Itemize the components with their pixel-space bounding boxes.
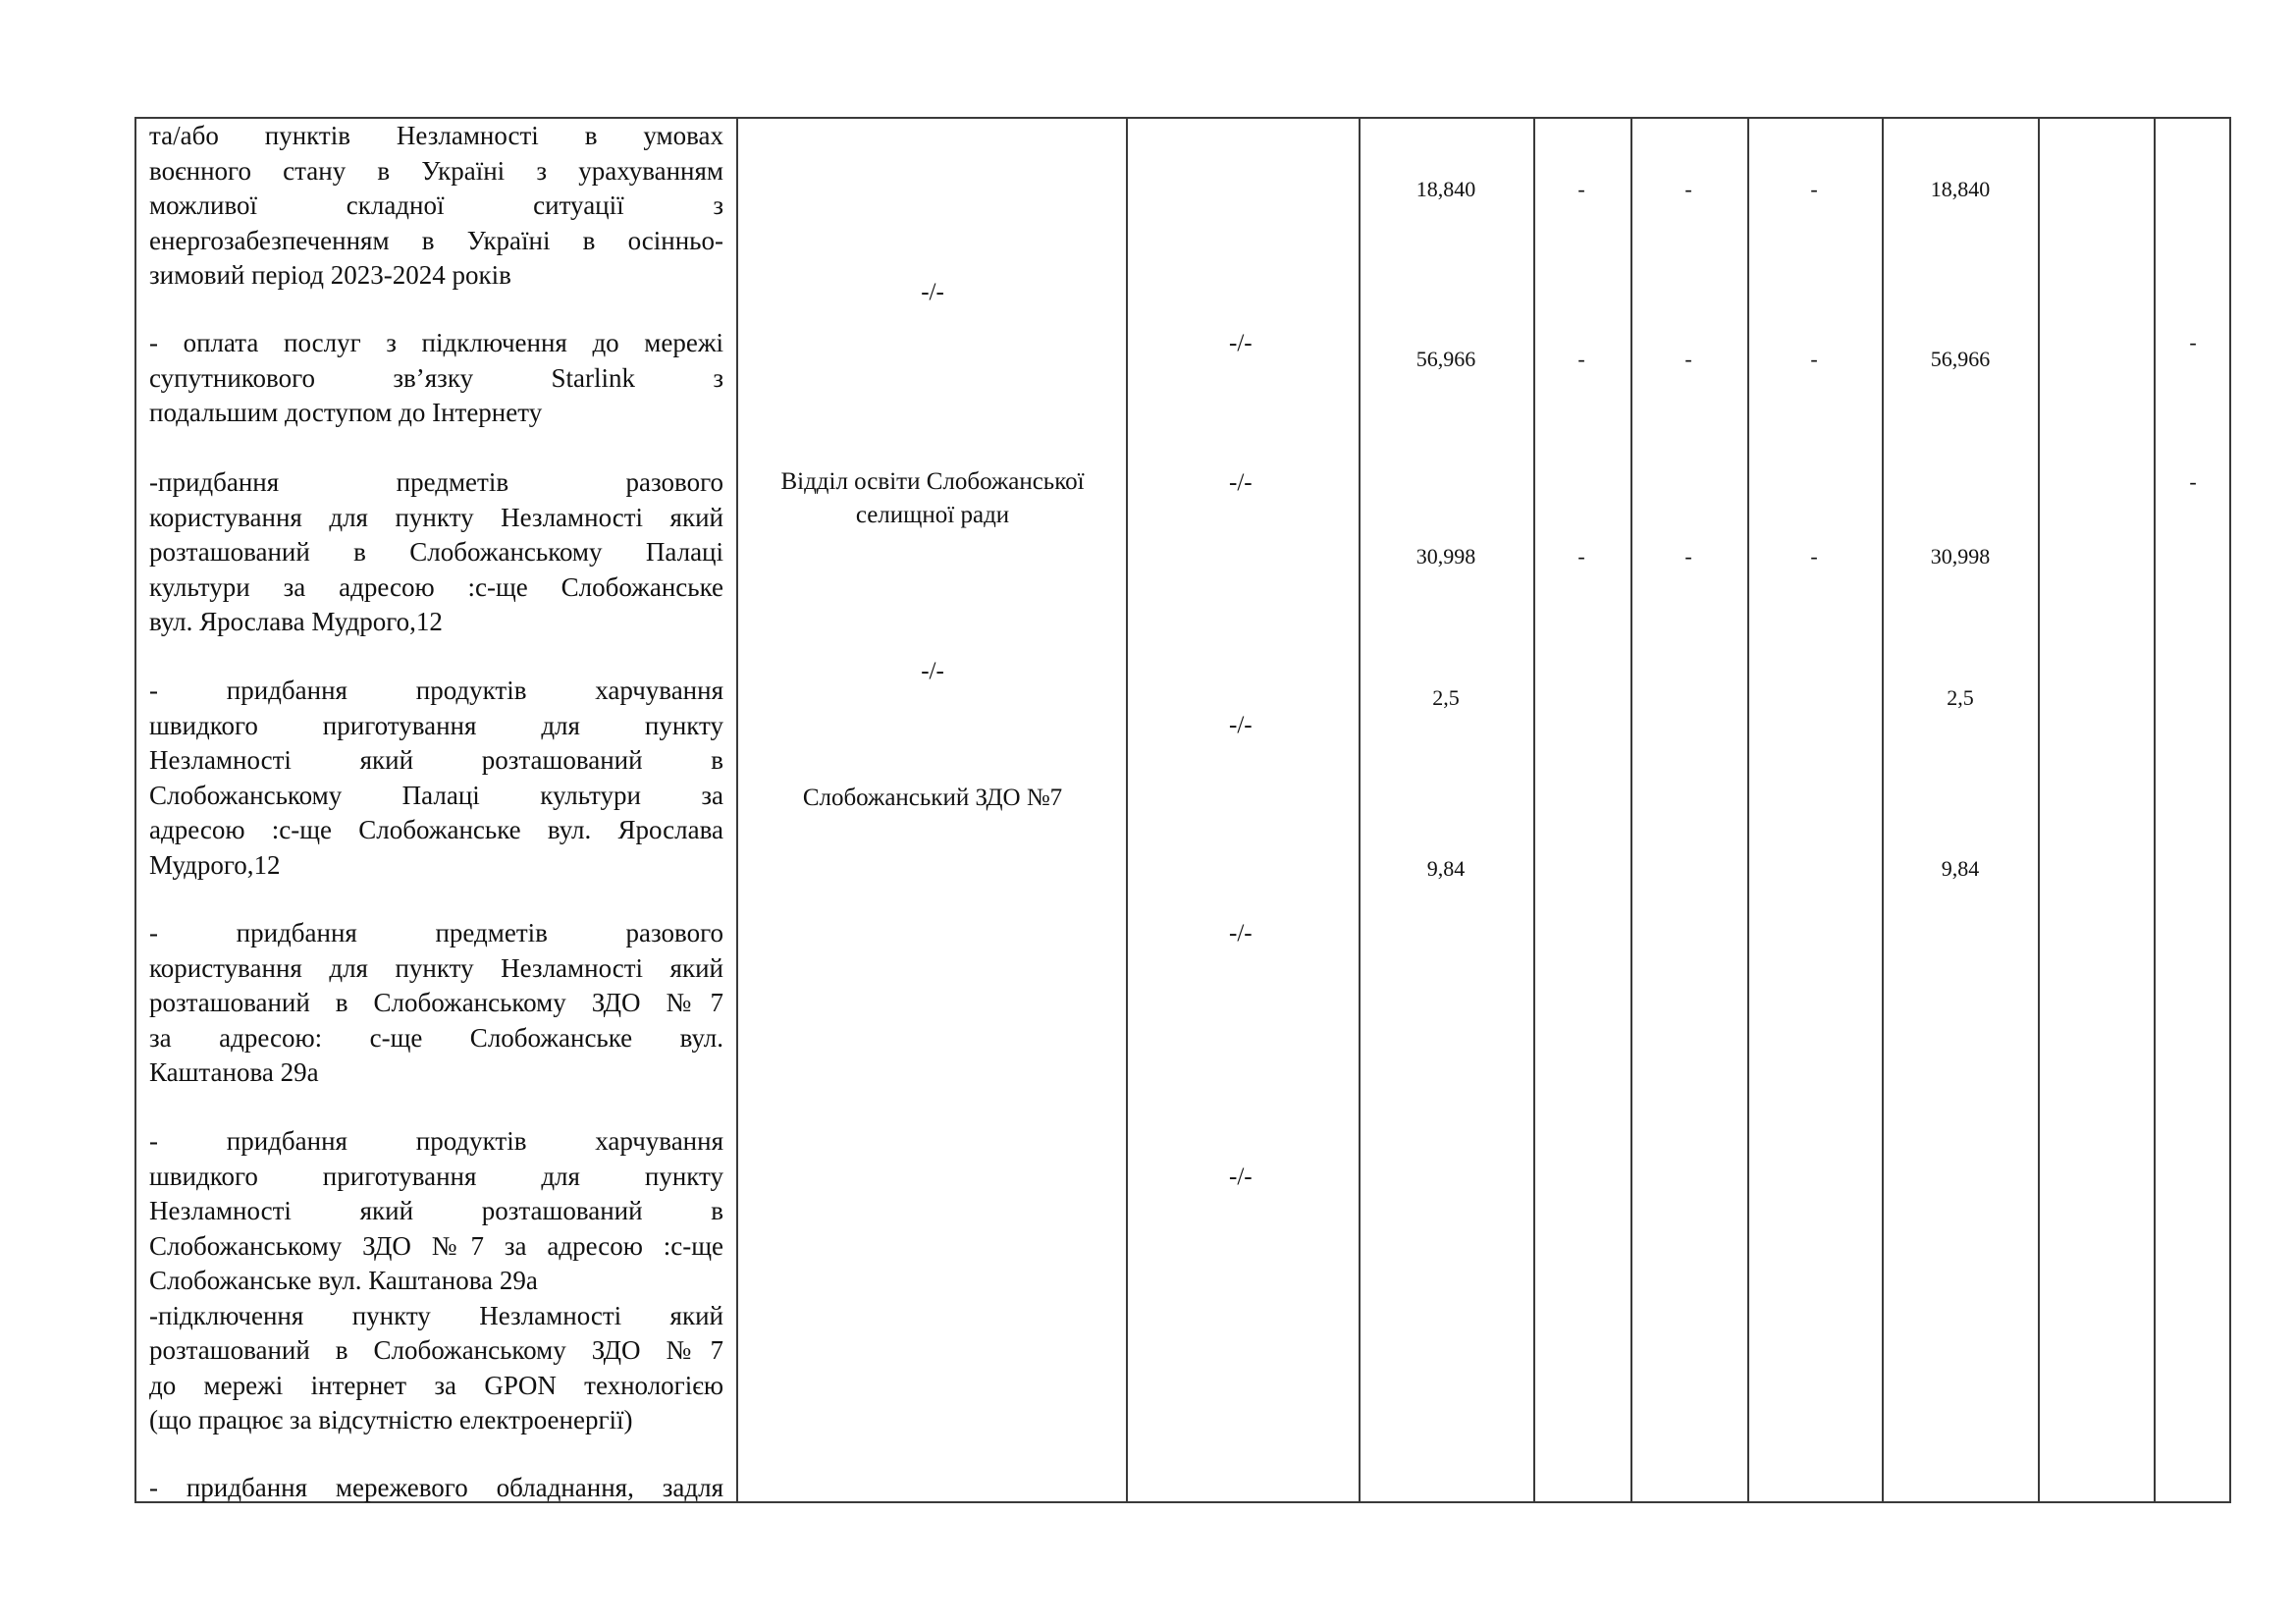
executor-ditto: -/- bbox=[921, 279, 944, 305]
description-line: Незламності який розташований в bbox=[149, 745, 723, 775]
description-line: воєнного стану в Україні з урахуванням bbox=[149, 155, 723, 186]
column-divider bbox=[1533, 117, 1535, 1503]
description-line: - придбання мережевого обладнання, задля bbox=[149, 1473, 723, 1502]
last-column-dash: - bbox=[2189, 330, 2197, 354]
amount-local: 56,966 bbox=[1930, 347, 1991, 371]
description-line: швидкого приготування для пункту bbox=[149, 710, 723, 740]
executor-ditto: -/- bbox=[921, 658, 944, 684]
term-ditto: -/- bbox=[1229, 1164, 1253, 1190]
description-line: до мережі інтернет за GPON технологією bbox=[149, 1370, 723, 1400]
description-block bbox=[149, 674, 723, 883]
amount-total: 18,840 bbox=[1415, 177, 1476, 201]
description-line: - придбання предметів разового bbox=[149, 918, 723, 947]
amount-dash: - bbox=[1577, 347, 1585, 371]
description-line: Слобожанське вул. Каштанова 29а bbox=[149, 1266, 538, 1295]
description-block bbox=[149, 119, 723, 294]
description-line: розташований в Слобожанському ЗДО №7 bbox=[149, 988, 723, 1017]
term-ditto: -/- bbox=[1229, 330, 1253, 356]
term-ditto: -/- bbox=[1229, 469, 1253, 496]
executor-zdo: Слобожанський ЗДО №7 bbox=[802, 785, 1063, 811]
amount-total: 56,966 bbox=[1415, 347, 1476, 371]
amount-local: 2,5 bbox=[1947, 685, 1974, 710]
column-divider bbox=[1359, 117, 1361, 1503]
description-line: Незламності який розташований в bbox=[149, 1196, 723, 1225]
description-line: -підключення пункту Незламності який bbox=[149, 1300, 723, 1330]
description-line: -придбання предметів разового bbox=[149, 467, 723, 497]
amount-total: 30,998 bbox=[1415, 544, 1476, 568]
amount-dash: - bbox=[1684, 347, 1692, 371]
last-column-dash: - bbox=[2189, 469, 2197, 494]
column-divider bbox=[1882, 117, 1884, 1503]
description-line: швидкого приготування для пункту bbox=[149, 1161, 723, 1191]
amount-dash: - bbox=[1577, 177, 1585, 201]
description-line: - оплата послуг з підключення до мережі bbox=[149, 328, 723, 357]
description-block bbox=[149, 465, 723, 640]
description-block bbox=[149, 326, 723, 431]
description-line: Мудрого,12 bbox=[149, 849, 281, 880]
description-line: розташований в Слобожанському Палаці bbox=[149, 537, 723, 567]
description-line: можливої складної ситуації з bbox=[149, 190, 723, 220]
description-line: користування для пункту Незламності який bbox=[149, 952, 723, 983]
amount-dash: - bbox=[1810, 177, 1818, 201]
description-line: подальшим доступом до Інтернету bbox=[149, 398, 543, 427]
description-line: - придбання продуктів харчування bbox=[149, 1126, 723, 1156]
description-line: культури за адресою :с-ще Слобожанське bbox=[149, 571, 723, 602]
amount-dash: - bbox=[1684, 544, 1692, 568]
description-line: зимовий період 2023-2024 років bbox=[149, 260, 511, 290]
executor-department: Відділ освіти Слобожанської селищної ради bbox=[780, 468, 1085, 528]
column-divider bbox=[1747, 117, 1749, 1503]
description-line: супутникового зв’язку Starlink з bbox=[149, 362, 723, 393]
description-line: енергозабезпеченням в Україні в осінньо- bbox=[149, 225, 723, 255]
amount-total: 9,84 bbox=[1426, 856, 1466, 881]
description-line: Каштанова 29а bbox=[149, 1057, 319, 1087]
description-line: вул. Ярослава Мудрого,12 bbox=[149, 607, 443, 636]
description-block bbox=[149, 1471, 723, 1506]
description-block bbox=[149, 916, 723, 1091]
column-divider bbox=[2038, 117, 2040, 1503]
column-divider bbox=[2154, 117, 2156, 1503]
column-divider bbox=[1630, 117, 1632, 1503]
amount-total: 2,5 bbox=[1432, 685, 1460, 710]
description-line: та/або пунктів Незламності в умовах bbox=[149, 121, 723, 150]
term-ditto: -/- bbox=[1229, 712, 1253, 738]
amount-dash: - bbox=[1810, 544, 1818, 568]
description-line: Слобожанському Палаці культури за bbox=[149, 780, 723, 810]
description-line: Слобожанському ЗДО №7 за адресою :с-ще bbox=[149, 1230, 723, 1261]
description-line: розташований в Слобожанському ЗДО №7 bbox=[149, 1335, 723, 1365]
amount-local: 9,84 bbox=[1941, 856, 1980, 881]
amount-dash: - bbox=[1684, 177, 1692, 201]
amount-local: 30,998 bbox=[1930, 544, 1991, 568]
description-line: за адресою: с-ще Слобожанське вул. bbox=[149, 1022, 723, 1053]
amount-dash: - bbox=[1810, 347, 1818, 371]
description-line: адресою :с-ще Слобожанське вул. Ярослава bbox=[149, 815, 723, 844]
description-line: користування для пункту Незламності який bbox=[149, 502, 723, 532]
description-block bbox=[149, 1124, 723, 1438]
description-line: - придбання продуктів харчування bbox=[149, 676, 723, 705]
description-line: (що працює за відсутністю електроенергії) bbox=[149, 1405, 633, 1435]
term-ditto: -/- bbox=[1229, 920, 1253, 947]
amount-dash: - bbox=[1577, 544, 1585, 568]
amount-local: 18,840 bbox=[1930, 177, 1991, 201]
